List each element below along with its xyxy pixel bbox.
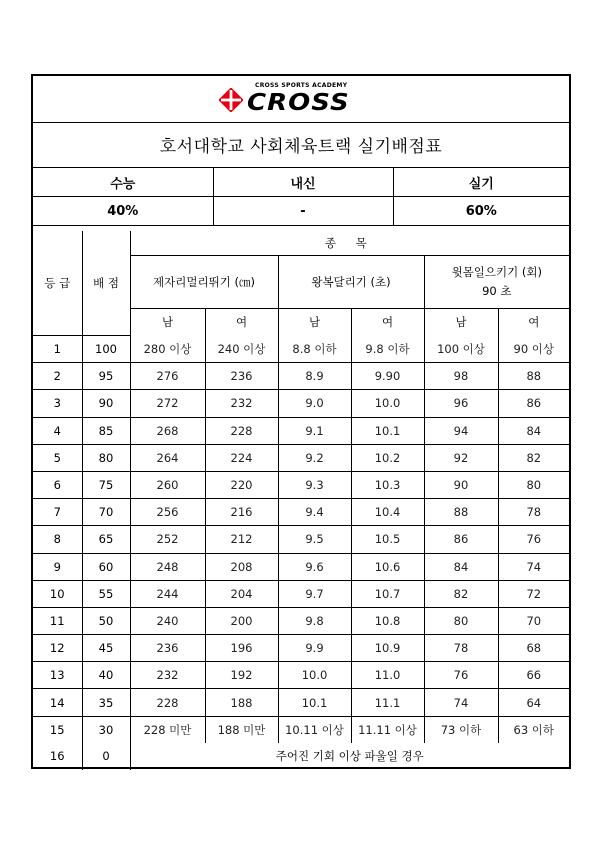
gender-header: 여	[498, 309, 569, 336]
ratio-table	[33, 168, 569, 226]
ratio-value-row	[33, 197, 569, 226]
score-cell: 50	[82, 607, 130, 634]
value-cell: 9.5	[278, 526, 351, 553]
gender-header: 남	[424, 309, 498, 336]
score-cell: 35	[82, 689, 130, 716]
ratio-header-row	[33, 168, 569, 197]
grade-cell: 9	[33, 553, 82, 580]
value-cell: 228 미만	[130, 716, 205, 743]
score-cell: 70	[82, 499, 130, 526]
value-cell: 86	[424, 526, 498, 553]
foul-note-cell: 주어진 기회 이상 파울일 경우	[130, 743, 569, 770]
value-cell: 11.1	[351, 689, 424, 716]
value-cell: 204	[205, 580, 278, 607]
value-cell: 66	[498, 662, 569, 689]
value-cell: 78	[498, 499, 569, 526]
value-cell: 78	[424, 635, 498, 662]
value-cell: 11.11 이상	[351, 716, 424, 743]
ratio-value-naesin: -	[213, 197, 393, 226]
value-cell: 72	[498, 580, 569, 607]
value-cell: 10.6	[351, 553, 424, 580]
grade-cell: 8	[33, 526, 82, 553]
value-cell: 68	[498, 635, 569, 662]
score-cell: 65	[82, 526, 130, 553]
table-row	[33, 662, 569, 689]
value-cell: 90	[424, 471, 498, 498]
value-cell: 272	[130, 390, 205, 417]
table-row	[33, 716, 569, 743]
value-cell: 236	[130, 635, 205, 662]
score-sheet-frame	[31, 74, 571, 769]
value-cell: 232	[205, 390, 278, 417]
value-cell: 9.0	[278, 390, 351, 417]
value-cell: 240	[130, 607, 205, 634]
table-row	[33, 336, 569, 363]
value-cell: 228	[130, 689, 205, 716]
value-cell: 260	[130, 471, 205, 498]
value-cell: 224	[205, 444, 278, 471]
table-row	[33, 444, 569, 471]
value-cell: 92	[424, 444, 498, 471]
logo-row	[33, 76, 569, 123]
table-row	[33, 390, 569, 417]
value-cell: 9.6	[278, 553, 351, 580]
event-header-long-jump: 제자리멀리뛰기 (㎝)	[130, 256, 278, 309]
value-cell: 8.9	[278, 363, 351, 390]
logo-wordmark: CROSS	[247, 89, 350, 117]
grade-cell: 16	[33, 743, 82, 770]
score-cell: 40	[82, 662, 130, 689]
value-cell: 220	[205, 471, 278, 498]
value-cell: 82	[424, 580, 498, 607]
value-cell: 9.4	[278, 499, 351, 526]
table-row	[33, 363, 569, 390]
grade-cell: 6	[33, 471, 82, 498]
score-header: 배 점	[82, 231, 130, 336]
value-cell: 208	[205, 553, 278, 580]
value-cell: 98	[424, 363, 498, 390]
score-cell: 85	[82, 417, 130, 444]
value-cell: 240 이상	[205, 336, 278, 363]
page-title: 호서대학교 사회체육트랙 실기배점표	[33, 122, 569, 168]
value-cell: 252	[130, 526, 205, 553]
score-cell: 100	[82, 336, 130, 363]
value-cell: 9.90	[351, 363, 424, 390]
score-cell: 90	[82, 390, 130, 417]
score-cell: 30	[82, 716, 130, 743]
table-row	[33, 417, 569, 444]
value-cell: 84	[498, 417, 569, 444]
value-cell: 64	[498, 689, 569, 716]
value-cell: 9.9	[278, 635, 351, 662]
score-cell: 0	[82, 743, 130, 770]
value-cell: 10.5	[351, 526, 424, 553]
score-rows	[33, 336, 569, 743]
grade-cell: 12	[33, 635, 82, 662]
value-cell: 10.2	[351, 444, 424, 471]
value-cell: 228	[205, 417, 278, 444]
value-cell: 10.0	[351, 390, 424, 417]
value-cell: 80	[424, 607, 498, 634]
value-cell: 10.8	[351, 607, 424, 634]
value-cell: 76	[498, 526, 569, 553]
value-cell: 10.7	[351, 580, 424, 607]
gender-header: 여	[351, 309, 424, 336]
event-group-header: 종 목	[130, 231, 569, 256]
value-cell: 9.8	[278, 607, 351, 634]
table-group-header-row	[33, 231, 569, 256]
value-cell: 280 이상	[130, 336, 205, 363]
value-cell: 10.3	[351, 471, 424, 498]
value-cell: 216	[205, 499, 278, 526]
table-row	[33, 526, 569, 553]
value-cell: 80	[498, 471, 569, 498]
value-cell: 10.1	[351, 417, 424, 444]
value-cell: 88	[498, 363, 569, 390]
value-cell: 276	[130, 363, 205, 390]
grade-cell: 11	[33, 607, 82, 634]
grade-cell: 15	[33, 716, 82, 743]
value-cell: 100 이상	[424, 336, 498, 363]
value-cell: 94	[424, 417, 498, 444]
value-cell: 212	[205, 526, 278, 553]
gender-header: 남	[278, 309, 351, 336]
value-cell: 236	[205, 363, 278, 390]
value-cell: 248	[130, 553, 205, 580]
grade-cell: 13	[33, 662, 82, 689]
ratio-value-silgi: 60%	[393, 197, 569, 226]
value-cell: 90 이상	[498, 336, 569, 363]
grade-cell: 1	[33, 336, 82, 363]
score-table	[33, 231, 569, 770]
score-cell: 60	[82, 553, 130, 580]
value-cell: 9.1	[278, 417, 351, 444]
ratio-header-naesin: 내신	[213, 168, 393, 197]
table-row	[33, 607, 569, 634]
value-cell: 9.7	[278, 580, 351, 607]
value-cell: 268	[130, 417, 205, 444]
ratio-header-suneung: 수능	[33, 168, 213, 197]
value-cell: 10.1	[278, 689, 351, 716]
ratio-header-silgi: 실기	[393, 168, 569, 197]
value-cell: 86	[498, 390, 569, 417]
value-cell: 196	[205, 635, 278, 662]
score-cell: 95	[82, 363, 130, 390]
table-row	[33, 635, 569, 662]
value-cell: 10.0	[278, 662, 351, 689]
value-cell: 192	[205, 662, 278, 689]
value-cell: 10.11 이상	[278, 716, 351, 743]
value-cell: 264	[130, 444, 205, 471]
value-cell: 9.2	[278, 444, 351, 471]
value-cell: 10.9	[351, 635, 424, 662]
value-cell: 74	[498, 553, 569, 580]
value-cell: 70	[498, 607, 569, 634]
value-cell: 73 이하	[424, 716, 498, 743]
value-cell: 8.8 이하	[278, 336, 351, 363]
grade-cell: 10	[33, 580, 82, 607]
value-cell: 88	[424, 499, 498, 526]
value-cell: 200	[205, 607, 278, 634]
gender-header: 여	[205, 309, 278, 336]
value-cell: 256	[130, 499, 205, 526]
value-cell: 244	[130, 580, 205, 607]
table-row-last	[33, 743, 569, 770]
gender-header: 남	[130, 309, 205, 336]
score-cell: 80	[82, 444, 130, 471]
table-row	[33, 553, 569, 580]
value-cell: 74	[424, 689, 498, 716]
value-cell: 63 이하	[498, 716, 569, 743]
value-cell: 9.8 이하	[351, 336, 424, 363]
value-cell: 96	[424, 390, 498, 417]
ratio-value-suneung: 40%	[33, 197, 213, 226]
value-cell: 10.4	[351, 499, 424, 526]
score-cell: 45	[82, 635, 130, 662]
event-header-sit-up-name: 윗몸일으키기 (회)	[451, 265, 542, 280]
value-cell: 82	[498, 444, 569, 471]
grade-header: 등 급	[33, 231, 82, 336]
score-cell: 75	[82, 471, 130, 498]
value-cell: 84	[424, 553, 498, 580]
value-cell: 188 미만	[205, 716, 278, 743]
value-cell: 11.0	[351, 662, 424, 689]
event-header-shuttle-run: 왕복달리기 (초)	[278, 256, 424, 309]
value-cell: 9.3	[278, 471, 351, 498]
table-row	[33, 689, 569, 716]
event-header-sit-up	[424, 256, 569, 309]
event-header-sit-up-note: 90 초	[482, 284, 512, 299]
grade-cell: 2	[33, 363, 82, 390]
cross-logo	[217, 82, 382, 118]
grade-cell: 7	[33, 499, 82, 526]
value-cell: 232	[130, 662, 205, 689]
score-cell: 55	[82, 580, 130, 607]
value-cell: 76	[424, 662, 498, 689]
logo-subtitle: CROSS SPORTS ACADEMY	[255, 82, 348, 89]
table-row	[33, 499, 569, 526]
table-row	[33, 471, 569, 498]
grade-cell: 5	[33, 444, 82, 471]
grade-cell: 14	[33, 689, 82, 716]
grade-cell: 3	[33, 390, 82, 417]
grade-cell: 4	[33, 417, 82, 444]
red-diamond-icon	[219, 88, 243, 112]
value-cell: 188	[205, 689, 278, 716]
table-row	[33, 580, 569, 607]
